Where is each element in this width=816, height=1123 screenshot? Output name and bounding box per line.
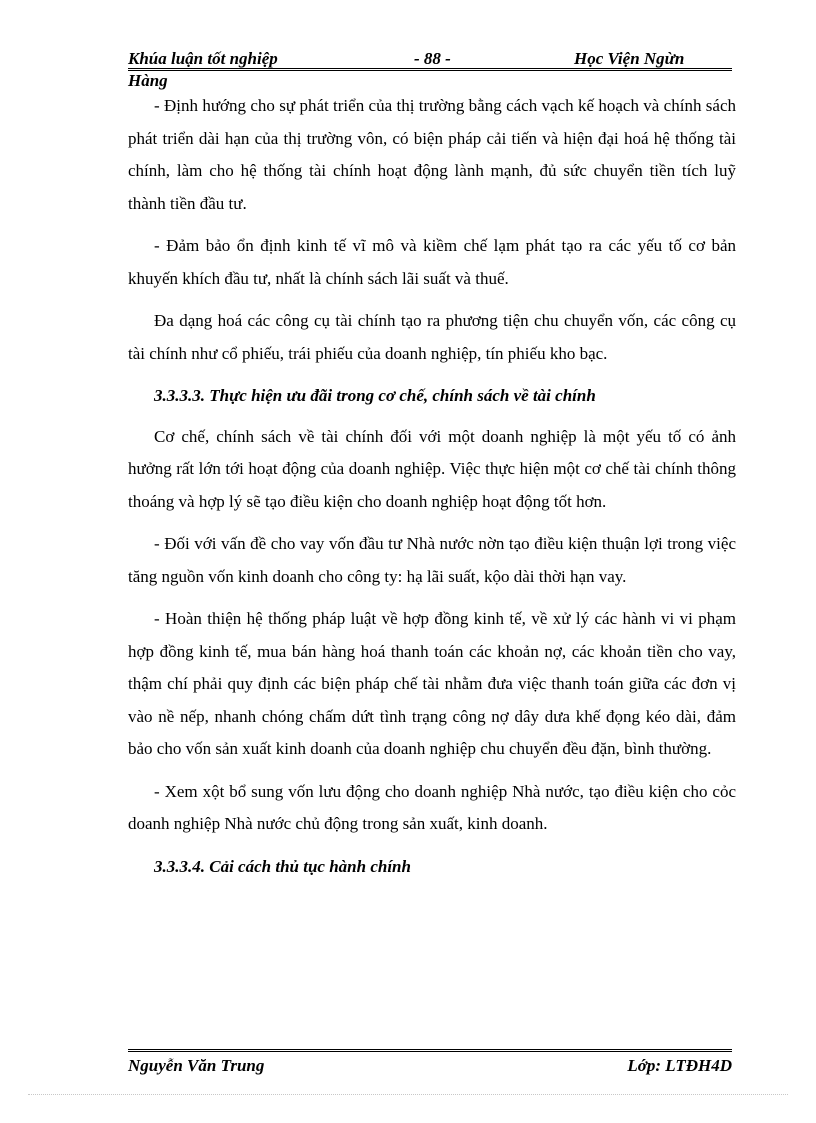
header-thesis-title: Khúa luận tốt nghiệp [128, 49, 278, 68]
section-heading-3334: 3.3.3.4. Cải cách thủ tục hành chính [154, 856, 411, 876]
paragraph-bo-sung-von: - Xem xột bổ sung vốn lưu động cho doanh nghiệp Nhà nước, tạo điều kiện cho cỏc doanh nghiệp Nhà nước chủ động trong sản xuất, kinh doanh. [128, 781, 736, 833]
paragraph-co-che: Cơ chế, chính sách về tài chính đối với một doanh nghiệp là một yếu tố có ảnh hưởng rất lớn tới hoạt động của doanh nghiệp. Việc thực hiện một cơ chế tài chính thông thoáng và hợp lý sẽ tạo điều kiện cho doanh nghiệp hoạt động tốt hơn. [128, 426, 736, 511]
page-footer [128, 1054, 732, 1078]
paragraph-da-dang-hoa: Đa dạng hoá các công cụ tài chính tạo ra phương tiện chu chuyển vốn, các công cụ tài chính như cổ phiếu, trái phiếu của doanh nghiệp, tín phiếu kho bạc. [128, 311, 736, 363]
section-heading-3333: 3.3.3.3. Thực hiện ưu đãi trong cơ chế, chính sách về tài chính [154, 386, 596, 405]
body-text [128, 90, 736, 891]
footer-class: Lớp: LTĐH4D [627, 1056, 732, 1075]
footer-rule [128, 1049, 732, 1052]
header-institution: Học Viện Ngừn [574, 49, 685, 68]
header-rule [128, 68, 732, 71]
header-institution-wrap: Hàng [128, 71, 168, 90]
footer-author: Nguyễn Văn Trung [128, 1056, 265, 1075]
page-number: - 88 - [414, 49, 451, 68]
page-bottom-divider [28, 1094, 788, 1095]
paragraph-dinh-huong: - Định hướng cho sự phát triển của thị trường bằng cách vạch kế hoạch và chính sách phát triển dài hạn của thị trường vôn, có biện pháp cải tiến và hiện đại hoá hệ thống tài chính, làm cho hệ thống tài chính hoạt động lành mạnh, đủ sức chuyển tiền tích luỹ thành tiền đầu tư. [128, 96, 736, 213]
paragraph-dam-bao: - Đảm bảo ổn định kinh tế vĩ mô và kiềm chế lạm phát tạo ra các yếu tố cơ bản khuyến khích đầu tư, nhất là chính sách lãi suất và thuế. [128, 236, 736, 288]
paragraph-hoan-thien: - Hoàn thiện hệ thống pháp luật về hợp đồng kinh tế, về xử lý các hành vi vi phạm hợp đồng kinh tế, mua bán hàng hoá thanh toán các khoản nợ, các khoản tiền cho vay, thậm chí phải quy định các biện pháp chế tài nhằm đưa việc thanh toán giữa các đơn vị vào nề nếp, nhanh chóng chấm dứt tình trạng công nợ dây dưa khế đọng kéo dài, đảm bảo cho vốn sản xuất kinh doanh của doanh nghiệp chu chuyển đều đặn, bình thường. [128, 609, 736, 758]
paragraph-cho-vay: - Đối với vấn đề cho vay vốn đầu tư Nhà nước nờn tạo điều kiện thuận lợi trong việc tăng nguồn vốn kinh doanh cho công ty: hạ lãi suất, kộo dài thời hạn vay. [128, 534, 736, 586]
